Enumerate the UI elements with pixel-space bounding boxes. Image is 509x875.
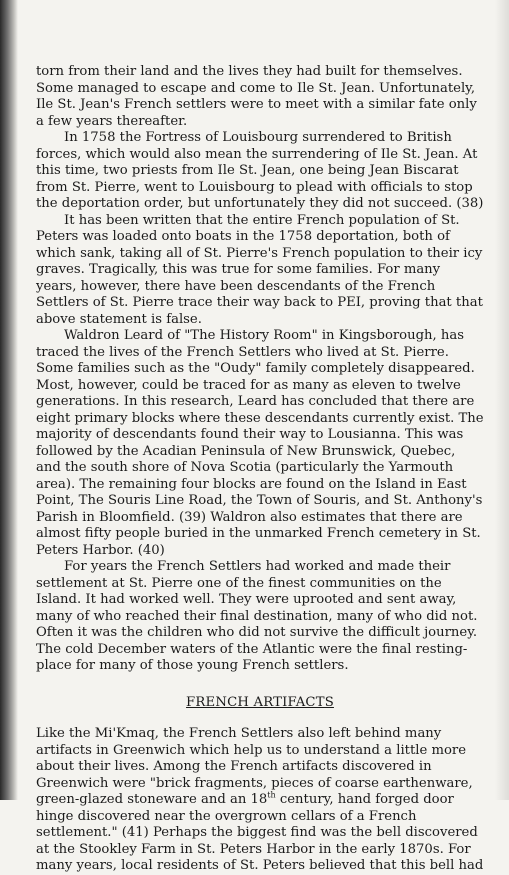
paragraph-artifacts	[36, 726, 484, 875]
page-edge-shadow	[495, 0, 509, 800]
artifacts-text-part2: century, hand forged door hinge discovered near the overgrown cellars of a French settlement." (41) Perhaps the biggest find was the bell discovered at the Stookley Farm in St. Peters Harbor in the early 1870s. For many years, local residents of St. Peters believed that this bell had	[36, 792, 484, 873]
paragraph-louisbourg: In 1758 the Fortress of Louisbourg surrendered to British forces, which would also mean the surrendering of Ile St. Jean. At this time, two priests from Ile St. Jean, one being Jean Biscarat from St. Pierre, went to Louisbourg to plead with officials to stop the deportation order, but unfortunately they did not succeed. (38)	[36, 130, 484, 211]
ordinal-suffix: th	[267, 790, 276, 800]
paragraph-settlement: For years the French Settlers had worked and made their settlement at St. Pierre one of the finest communities on the Island. It had worked well. They were uprooted and sent away, many of who reached their final destination, many of who did not. Often it was the children who did not survive the difficult journey. The cold December waters of the Atlantic were the final resting-place for many of those young French settlers.	[36, 559, 478, 673]
paragraph-deportation: It has been written that the entire French population of St. Peters was loaded onto boats in the 1758 deportation, both of which sank, taking all of St. Pierre's French population to their icy graves. Tragically, this was true for some families. For many years, however, there have been descendants of the French Settlers of St. Pierre trace their way back to PEI, proving that that above statement is false.	[36, 212, 483, 327]
artifacts-text-part1: Like the Mi'Kmaq, the French Settlers also left behind many artifacts in Greenwich which help us to understand a little more about their lives. Among the French artifacts discovered in Greenwich were "brick fragments, pieces of coarse earthenware, green-glazed stoneware and an 18	[36, 726, 473, 807]
paragraph-continuation: torn from their land and the lives they had built for themselves. Some managed to escape and come to Ile St. Jean. Unfortunately, Ile St. Jean's French settlers were to meet with a similar fate only a few years thereafter.	[36, 64, 477, 129]
page-binding-shadow	[0, 0, 18, 800]
paragraph-leard-research: Waldron Leard of "The History Room" in Kingsborough, has traced the lives of the French Settlers who lived at St. Pierre. Some families such as the "Oudy" family completely disappeared. Most, however, could be traced for as many as eleven to twelve generations. In this research, Leard has concluded that there are eight primary blocks where these descendants currently exist. The majority of descendants found their way to Lousianna. This was followed by the Acadian Peninsula of New Brunswick, Quebec, and the south shore of Nova Scotia (particularly the Yarmouth area). The remaining four blocks are found on the Island in East Point, The Souris Line Road, the Town of Souris, and St. Anthony's Parish in Bloomfield. (39) Waldron also estimates that there are almost fifty people buried in the unmarked French cemetery in St. Peters Harbor. (40)	[36, 328, 484, 558]
section-heading: FRENCH ARTIFACTS	[186, 694, 334, 710]
document-page	[36, 64, 484, 875]
